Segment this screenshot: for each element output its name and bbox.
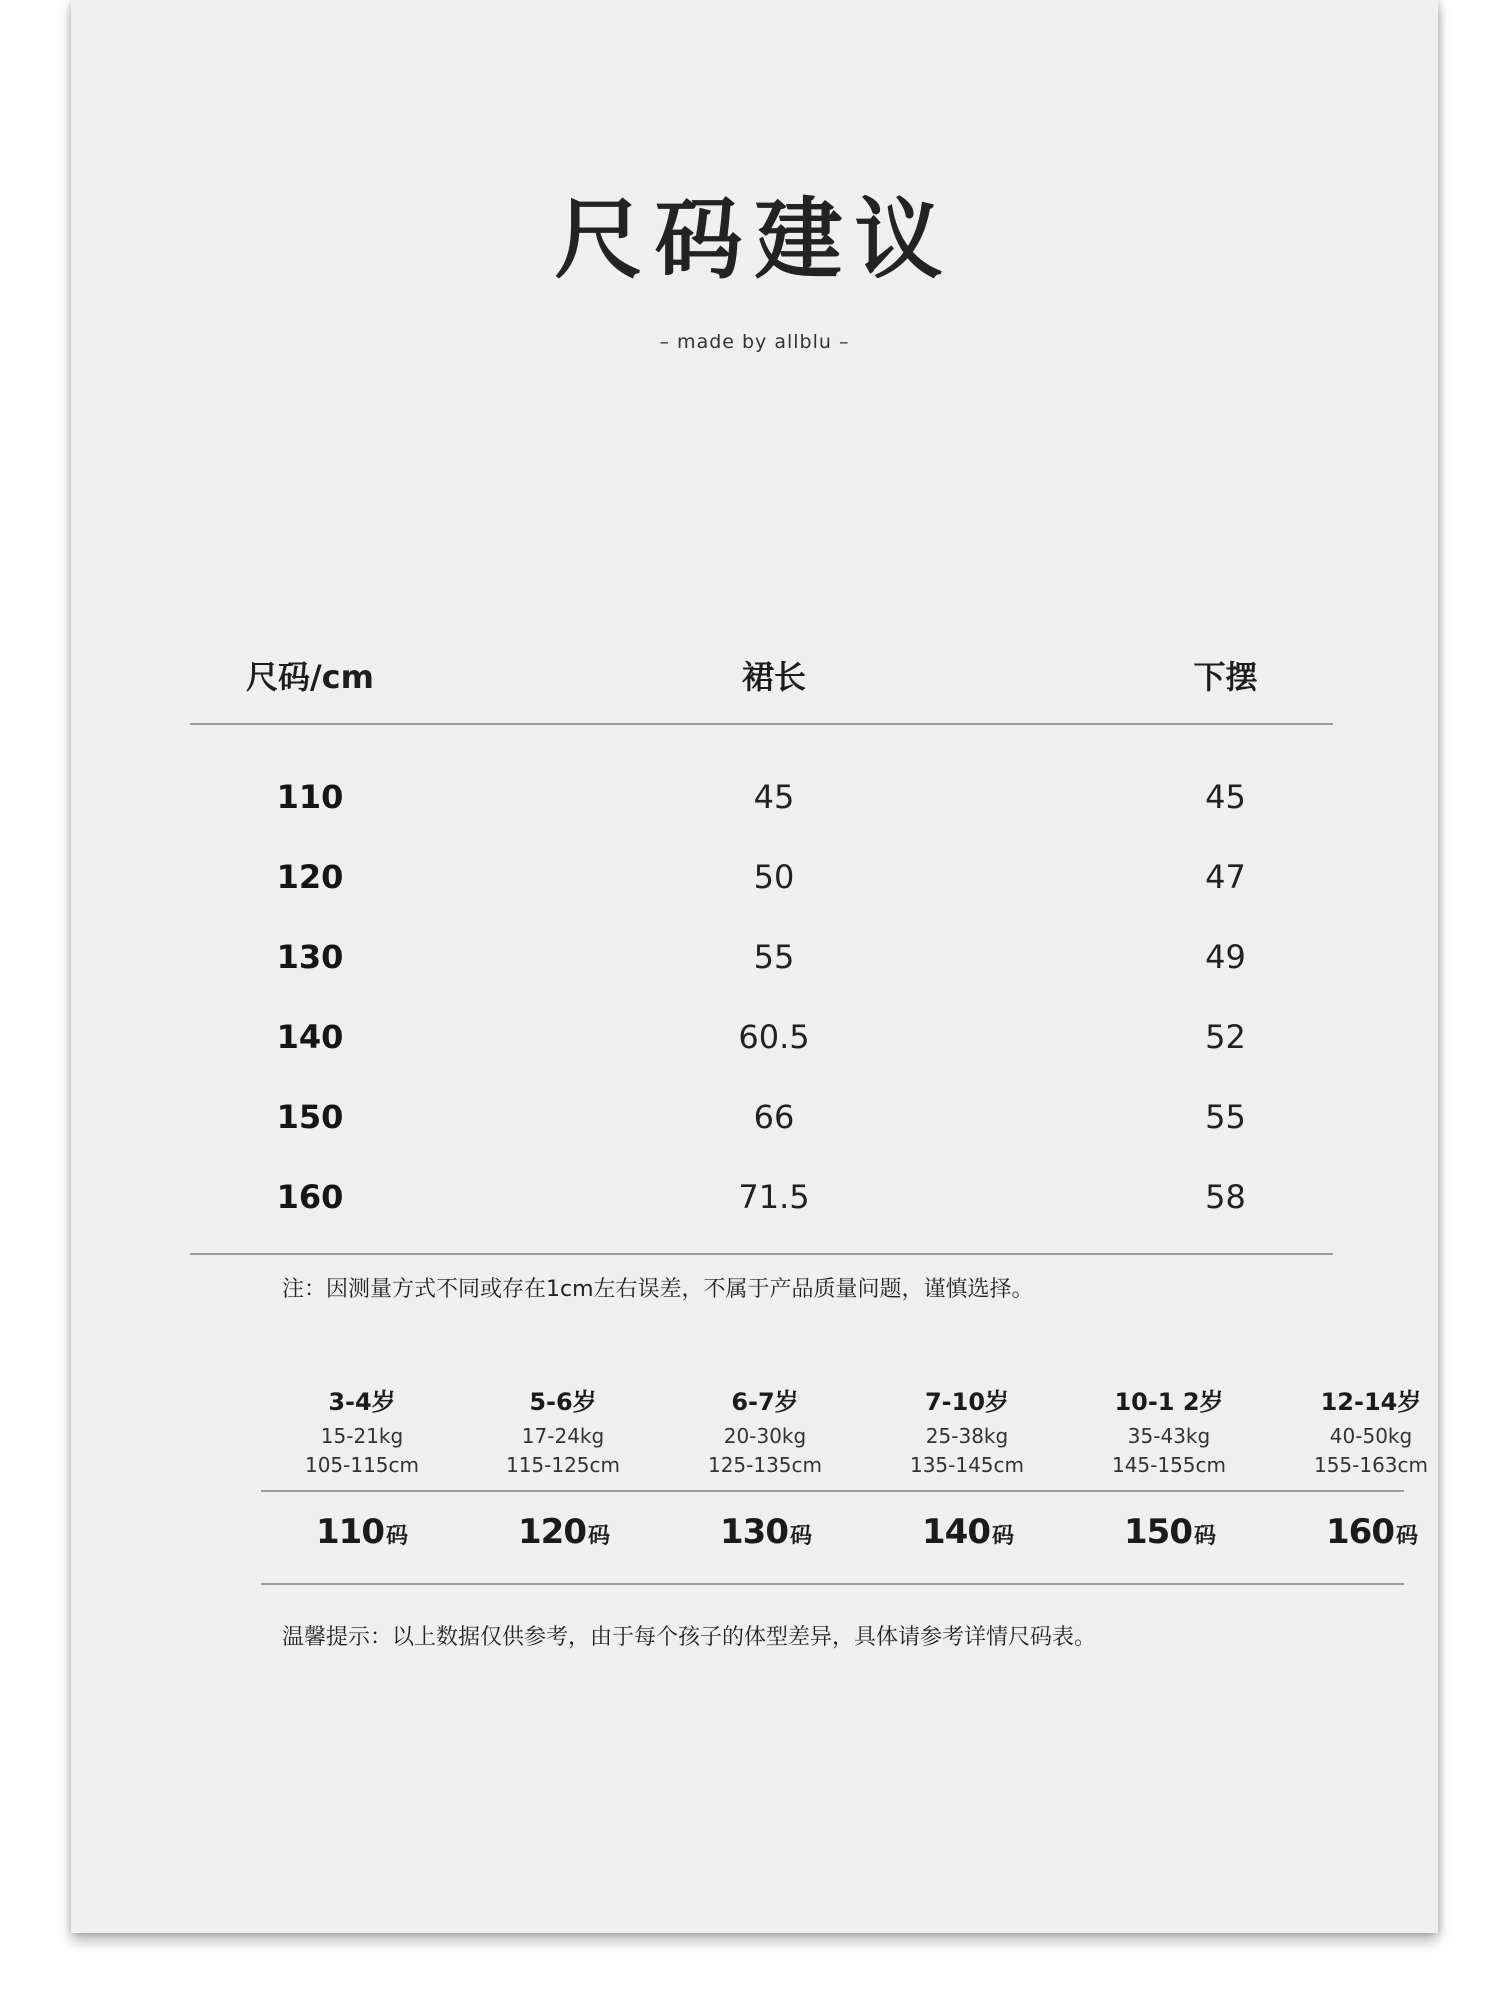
size-number: 120 xyxy=(518,1512,586,1552)
size-unit: 码 xyxy=(1193,1524,1216,1549)
height-range: 135-145cm xyxy=(909,1453,1025,1477)
size-row-divider xyxy=(261,1583,1404,1585)
age-range: 12-14岁 xyxy=(1320,1388,1422,1416)
size-unit: 码 xyxy=(789,1524,812,1549)
column-header-skirt-length: 裙长 xyxy=(741,658,806,696)
weight-range: 40-50kg xyxy=(1329,1424,1413,1448)
column-header-size: 尺码/cm xyxy=(245,658,374,696)
cell-size: 150 xyxy=(276,1098,344,1136)
recommended-size xyxy=(1271,1512,1473,1552)
cell-size: 120 xyxy=(276,858,344,896)
page-title: 尺码建议 xyxy=(554,188,955,291)
cell-skirt-length: 45 xyxy=(753,778,795,816)
recommended-size xyxy=(867,1512,1069,1552)
height-range: 105-115cm xyxy=(304,1453,420,1477)
cell-skirt-length: 66 xyxy=(753,1098,795,1136)
cell-skirt-length: 71.5 xyxy=(738,1178,810,1216)
recommended-size xyxy=(261,1512,463,1552)
page-subtitle: – made by allblu – xyxy=(659,331,850,353)
age-range: 10-1 2岁 xyxy=(1114,1388,1224,1416)
age-guide-item xyxy=(866,1382,1068,1480)
table-row xyxy=(190,1157,1333,1237)
size-number: 110 xyxy=(316,1512,384,1552)
weight-range: 35-43kg xyxy=(1127,1424,1211,1448)
table-row xyxy=(190,1077,1333,1157)
age-range: 3-4岁 xyxy=(328,1388,396,1416)
table-bottom-divider xyxy=(190,1253,1333,1255)
age-guide-divider xyxy=(261,1490,1404,1492)
age-range: 5-6岁 xyxy=(529,1388,597,1416)
cell-hem: 47 xyxy=(1205,858,1246,896)
cell-skirt-length: 60.5 xyxy=(738,1018,810,1056)
measurement-note: 注：因测量方式不同或存在1cm左右误差，不属于产品质量问题，谨慎选择。 xyxy=(282,1277,1034,1302)
weight-range: 25-38kg xyxy=(925,1424,1009,1448)
size-number: 130 xyxy=(720,1512,788,1552)
size-guide-sheet xyxy=(71,0,1438,1933)
cell-size: 110 xyxy=(276,778,344,816)
weight-range: 17-24kg xyxy=(521,1424,605,1448)
recommended-size xyxy=(463,1512,665,1552)
size-number: 150 xyxy=(1124,1512,1192,1552)
age-guide-item xyxy=(261,1382,463,1480)
size-table-body xyxy=(190,725,1333,1253)
age-range: 7-10岁 xyxy=(924,1388,1010,1416)
cell-hem: 45 xyxy=(1205,778,1246,816)
height-range: 115-125cm xyxy=(505,1453,621,1477)
height-range: 155-163cm xyxy=(1313,1453,1429,1477)
table-row xyxy=(190,837,1333,917)
size-unit: 码 xyxy=(1395,1524,1418,1549)
size-unit: 码 xyxy=(991,1524,1014,1549)
recommended-size-row xyxy=(261,1512,1418,1552)
size-number: 160 xyxy=(1326,1512,1394,1552)
size-unit: 码 xyxy=(385,1524,408,1549)
table-row xyxy=(190,757,1333,837)
recommended-size xyxy=(665,1512,867,1552)
cell-size: 140 xyxy=(276,1018,344,1056)
weight-range: 15-21kg xyxy=(320,1424,404,1448)
weight-range: 20-30kg xyxy=(723,1424,807,1448)
age-guide xyxy=(261,1382,1429,1480)
cell-hem: 52 xyxy=(1205,1018,1246,1056)
column-header-hem: 下摆 xyxy=(1193,658,1258,696)
cell-size: 160 xyxy=(276,1178,344,1216)
age-guide-item xyxy=(462,1382,664,1480)
size-table xyxy=(190,640,1333,1255)
age-guide-item xyxy=(1068,1382,1270,1480)
cell-hem: 58 xyxy=(1205,1178,1246,1216)
age-range: 6-7岁 xyxy=(731,1388,799,1416)
cell-size: 130 xyxy=(276,938,344,976)
reference-tip: 温馨提示：以上数据仅供参考，由于每个孩子的体型差异，具体请参考详情尺码表。 xyxy=(282,1625,1097,1650)
size-unit: 码 xyxy=(587,1524,610,1549)
age-guide-item xyxy=(664,1382,866,1480)
height-range: 125-135cm xyxy=(707,1453,823,1477)
cell-hem: 49 xyxy=(1205,938,1246,976)
table-row xyxy=(190,997,1333,1077)
size-number: 140 xyxy=(922,1512,990,1552)
cell-skirt-length: 55 xyxy=(753,938,795,976)
height-range: 145-155cm xyxy=(1111,1453,1227,1477)
cell-hem: 55 xyxy=(1205,1098,1246,1136)
cell-skirt-length: 50 xyxy=(753,858,795,896)
table-row xyxy=(190,917,1333,997)
size-table-header xyxy=(190,640,1333,723)
recommended-size xyxy=(1069,1512,1271,1552)
age-guide-item xyxy=(1270,1382,1472,1480)
